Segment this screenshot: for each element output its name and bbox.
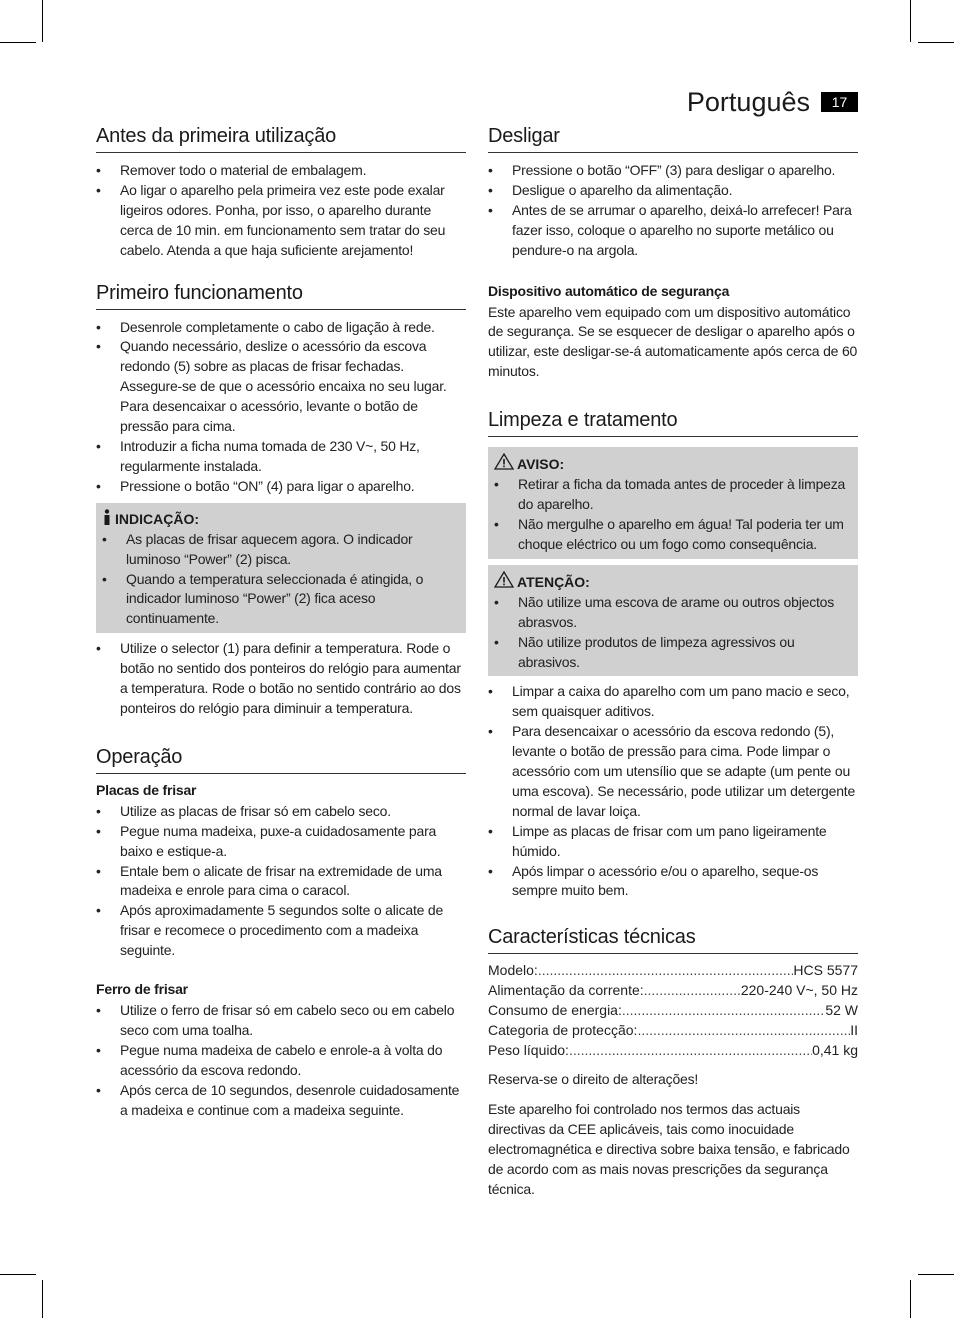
section-limpeza [488, 406, 858, 901]
spec-row [488, 960, 858, 980]
section-title: Limpeza e tratamento [488, 406, 858, 437]
bullet-list [96, 639, 466, 719]
spec-value: 220-240 V~, 50 Hz [740, 982, 858, 999]
crop-mark [0, 1274, 36, 1275]
subheading: Placas de frisar [96, 781, 197, 798]
list-item: • Desligue o aparelho da alimentação. [488, 181, 858, 201]
bullet-list [96, 161, 466, 261]
paragraph: Este aparelho vem equipado com um dispositivo automático de segurança. Se se esquecer de desligar o aparelho após o utilizar, este desligar-se-á automaticamente após cerca de 60 minutos. [488, 303, 858, 380]
crop-mark [0, 42, 36, 43]
info-icon [102, 509, 112, 530]
list-item: • Quando necessário, deslize o acessório da escova redondo (5) sobre as placas de frisar fechadas. Assegure-se de que o acessório encaixa no seu lugar. Para desencaixar o acessório, levante o botão de pressão para cima. [96, 337, 466, 437]
spec-row [488, 1000, 858, 1020]
list-item: • As placas de frisar aquecem agora. O indicador luminoso “Power” (2) pisca. [102, 530, 456, 570]
warning-title [494, 453, 848, 475]
list-item: • Para desencaixar o acessório da escova redondo (5), levante o botão de pressão para cima. Pode limpar o acessório com um utensílio que se adapte (um pente ou uma escova). Se necessário, pode utilizar um detergente normal de lavar loiça. [488, 722, 858, 822]
section-primeiro [96, 279, 466, 719]
list-item: • Após limpar o acessório e/ou o aparelho, seque-os sempre muito bem. [488, 862, 858, 902]
caution-box [488, 565, 858, 677]
list-item: • Limpar a caixa do aparelho com um pano macio e seco, sem quaisquer aditivos. [488, 682, 858, 722]
list-item: • Pegue numa madeixa, puxe-a cuidadosamente para baixo e estique-a. [96, 822, 466, 862]
list-item: • Retirar a ficha da tomada antes de proceder à limpeza do aparelho. [494, 475, 848, 515]
section-antes [96, 122, 466, 261]
warning-triangle-icon [494, 453, 514, 475]
subheading: Ferro de frisar [96, 981, 188, 998]
caution-title-text: ATENÇÃO: [517, 573, 590, 590]
list-item: • Pressione o botão “ON” (4) para ligar o aparelho. [96, 477, 466, 497]
list-item: • Após aproximadamente 5 segundos solte o alicate de frisar e recomece o procedimento com a madeixa seguinte. [96, 901, 466, 961]
section-title: Antes da primeira utilização [96, 122, 466, 153]
list-item: • Limpe as placas de frisar com um pano ligeiramente húmido. [488, 822, 858, 862]
section-caracteristicas [488, 923, 858, 1199]
list-item: • Quando a temperatura seleccionada é atingida, o indicador luminoso “Power” (2) fica aceso continuamente. [102, 570, 456, 630]
page-language-title: Português [686, 87, 810, 117]
section-title: Características técnicas [488, 923, 858, 954]
page-number: 17 [821, 92, 858, 112]
spec-table [488, 960, 858, 1060]
note-title-text: INDICAÇÃO: [115, 511, 199, 528]
warning-triangle-icon [494, 571, 514, 593]
bullet-list [488, 161, 858, 261]
list-item: • Não utilize uma escova de arame ou outros objectos abrasvos. [494, 593, 848, 633]
bullet-list [102, 530, 456, 630]
warning-title-text: AVISO: [517, 456, 565, 473]
spec-label: Consumo de energia: [488, 1002, 622, 1019]
spec-label: Peso líquido: [488, 1042, 569, 1059]
section-desligar [488, 122, 858, 382]
section-title: Operação [96, 743, 466, 774]
list-item: • Após cerca de 10 segundos, desenrole cuidadosamente a madeixa e continue com a madeixa seguinte. [96, 1081, 466, 1121]
section-title: Primeiro funcionamento [96, 279, 466, 310]
list-item: • Não mergulhe o aparelho em água! Tal poderia ter um choque eléctrico ou um fogo como consequência. [494, 515, 848, 555]
spec-row [488, 1020, 858, 1040]
crop-mark [918, 42, 954, 43]
caution-title [494, 571, 848, 593]
spec-label: Alimentação da corrente: [488, 982, 644, 999]
bullet-list [494, 475, 848, 555]
spec-value: 52 W [825, 1002, 858, 1019]
right-column [488, 122, 858, 1218]
list-item: • Pegue numa madeixa de cabelo e enrole-a à volta do acessório da escova redondo. [96, 1041, 466, 1081]
subheading: Dispositivo automático de segurança [488, 282, 730, 299]
spec-label: Categoria de protecção: [488, 1022, 638, 1039]
list-item: • Entale bem o alicate de frisar na extremidade de uma madeixa e enrole para cima o caracol. [96, 862, 466, 902]
spec-value: II [850, 1022, 858, 1039]
list-item: • Ao ligar o aparelho pela primeira vez este pode exalar ligeiros odores. Ponha, por isso, o aparelho durante cerca de 10 min. em funcionamento sem tratar do seu cabelo. Atenda a que haja suficiente arejamento! [96, 181, 466, 261]
list-item: • Pressione o botão “OFF” (3) para desligar o aparelho. [488, 161, 858, 181]
crop-mark [910, 1280, 911, 1318]
note-box [96, 503, 466, 634]
list-item: • Utilize as placas de frisar só em cabelo seco. [96, 802, 466, 822]
list-item: • Introduzir a ficha numa tomada de 230 V~, 50 Hz, regularmente instalada. [96, 437, 466, 477]
section-title: Desligar [488, 122, 858, 153]
list-item: • Utilize o selector (1) para definir a temperatura. Rode o botão no sentido dos ponteiros do relógio para aumentar a temperatura. Rode o botão no sentido contrário ao dos ponteiros do relógio para diminuir a temperatura. [96, 639, 466, 719]
bullet-list [96, 1001, 466, 1120]
bullet-list [96, 802, 466, 961]
crop-mark [42, 1280, 43, 1318]
note-title [102, 509, 456, 530]
bullet-list [488, 682, 858, 901]
list-item: • Remover todo o material de embalagem. [96, 161, 466, 181]
spec-row [488, 1040, 858, 1060]
crop-mark [910, 0, 911, 42]
crop-mark [42, 0, 43, 42]
spec-value: 0,41 kg [812, 1042, 858, 1059]
list-item: • Desenrole completamente o cabo de ligação à rede. [96, 318, 466, 338]
paragraph: Reserva-se o direito de alterações! [488, 1071, 699, 1088]
spec-value: HCS 5577 [793, 962, 858, 979]
list-item: • Antes de se arrumar o aparelho, deixá-lo arrefecer! Para fazer isso, coloque o aparelho no suporte metálico ou pendure-o na argola. [488, 201, 858, 261]
left-column [96, 122, 466, 1139]
section-operacao [96, 743, 466, 1121]
crop-mark [918, 1274, 954, 1275]
list-item: • Não utilize produtos de limpeza agressivos ou abrasivos. [494, 633, 848, 673]
spec-row [488, 980, 858, 1000]
spec-label: Modelo: [488, 962, 538, 979]
bullet-list [494, 593, 848, 673]
warning-box [488, 447, 858, 559]
bullet-list [96, 318, 466, 497]
paragraph: Este aparelho foi controlado nos termos das actuais directivas da CEE aplicáveis, tais como inocuidade electromagnética e directiva sobre baixa tensão, e fabricado de acordo com as mais novas prescrições da segurança técnica. [488, 1101, 850, 1197]
list-item: • Utilize o ferro de frisar só em cabelo seco ou em cabelo seco com uma toalha. [96, 1001, 466, 1041]
